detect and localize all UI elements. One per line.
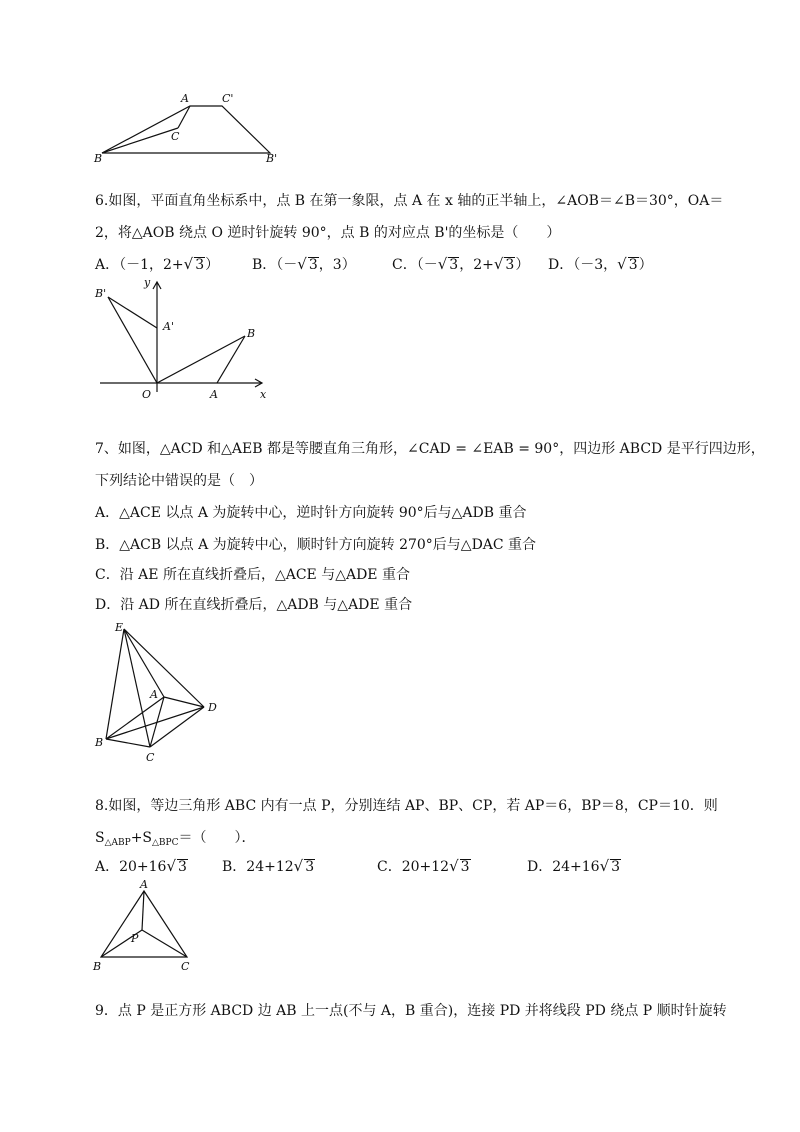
fig5-label-B1: B' — [266, 152, 278, 165]
fig6-line-o-b — [157, 336, 245, 383]
fig8-label-P: P — [131, 932, 139, 945]
q6-option-d-text: D．（－3， — [548, 257, 618, 273]
q6-line2: 2，将△AOB 绕点 O 逆时针旋转 90°，点 B 的对应点 B'的坐标是（ ） — [95, 225, 561, 241]
q8-option-d-text: D．24+16 — [527, 859, 600, 875]
q6-option-d-radicand: 3 — [628, 257, 638, 273]
fig7-line-e-a — [124, 629, 164, 697]
fig7-label-A: A — [150, 688, 158, 701]
q8-line2 — [95, 827, 256, 848]
q6-option-b-radicand: 3 — [308, 257, 318, 273]
q8-option-b-text: B．24+12 — [222, 859, 294, 875]
fig6-label-B: B — [247, 327, 256, 340]
figure-q5 — [0, 0, 800, 170]
q7-line2: 下列结论中错误的是（ ） — [95, 473, 263, 489]
fig7-line-a-d — [164, 697, 204, 707]
q6-option-c-radicand2: 3 — [505, 257, 515, 273]
fig8-label-A: A — [140, 878, 148, 891]
q8-sub2: △BPC — [152, 838, 179, 848]
fig7-label-E: E — [115, 621, 124, 634]
figure-q7 — [0, 615, 800, 770]
fig8-label-B: B — [93, 960, 102, 973]
q6-option-c-text: C．（－ — [392, 257, 438, 273]
q8-option-a-radicand: 3 — [178, 859, 187, 875]
q6-option-a-close: ） — [205, 257, 220, 273]
q6-option-b-text: B．（－ — [252, 257, 298, 273]
q8-option-b-radicand: 3 — [305, 859, 315, 875]
fig5-label-C1: C' — [222, 92, 234, 105]
q7-line1: 7、如图，△ACD 和△AEB 都是等腰直角三角形，∠CAD = ∠EAB = 90°，四边形 ABCD 是平行四边形， — [95, 441, 765, 457]
q8-line1: 8.如图，等边三角形 ABC 内有一点 P，分别连结 AP、BP、CP，若 AP＝6，BP＝8，CP＝10．则 — [95, 798, 718, 814]
fig7-line-c-d — [150, 707, 204, 747]
fig5-label-A: A — [181, 92, 189, 105]
q9-line1: 9．点 P 是正方形 ABCD 边 AB 上一点(不与 A，B 重合)，连接 PD 并将线段 PD 绕点 P 顺时针旋转 — [95, 1003, 727, 1019]
fig8-line-a-p — [142, 891, 144, 930]
q6-option-d-close: ） — [638, 257, 653, 273]
fig6-label-y: y — [144, 276, 151, 289]
fig8-label-C: C — [181, 960, 190, 973]
q8-option-c[interactable]: C．20+12√ 3 — [377, 857, 470, 875]
q8-option-b[interactable]: B．24+12√ 3 — [222, 857, 315, 875]
fig8-line-c-p — [142, 930, 187, 957]
fig6-label-B1: B' — [95, 287, 107, 300]
q7-option-c[interactable]: C．沿 AE 所在直线折叠后，△ACE 与△ADE 重合 — [95, 567, 410, 583]
q8-sub1: △ABP — [104, 838, 131, 848]
q8-end: ＝（ ）． — [178, 830, 256, 846]
fig7-line-b-c — [106, 739, 150, 747]
q7-option-a[interactable]: A．△ACE 以点 A 为旋转中心，逆时针方向旋转 90°后与△ADB 重合 — [95, 505, 527, 521]
q6-option-c[interactable]: C．（－√ 3，2+√ 3） — [392, 255, 530, 273]
q7-option-d[interactable]: D．沿 AD 所在直线折叠后，△ADB 与△ADE 重合 — [95, 597, 413, 613]
q6-line1: 6.如图，平面直角坐标系中，点 B 在第一象限，点 A 在 x 轴的正半轴上，∠AOB＝∠B＝30°，OA＝ — [95, 193, 724, 209]
figure-q8 — [0, 878, 800, 978]
fig6-line-b1-a1 — [108, 297, 157, 328]
fig7-line-e-b — [106, 629, 124, 739]
q8-option-c-text: C．20+12 — [377, 859, 450, 875]
q6-option-a-radicand: 3 — [195, 257, 205, 273]
fig6-label-A: A — [210, 388, 218, 401]
fig7-label-B: B — [95, 736, 104, 749]
q6-option-c-close: ） — [515, 257, 530, 273]
fig6-label-O: O — [142, 388, 152, 401]
q8-option-d[interactable]: D．24+16√ 3 — [527, 857, 621, 875]
fig7-line-a-c — [150, 697, 164, 747]
fig7-line-e-d — [124, 629, 204, 707]
q8-option-c-radicand: 3 — [460, 859, 470, 875]
fig7-label-C: C — [146, 751, 155, 764]
q6-option-c-radicand1: 3 — [449, 257, 459, 273]
q6-option-a[interactable]: A．（－1，2+√ 3） — [95, 255, 220, 273]
q8-s1: S — [95, 830, 105, 846]
fig6-label-A1: A' — [163, 320, 174, 333]
fig5-line-b-c — [102, 128, 178, 153]
fig7-line-b-d — [106, 707, 204, 739]
q8-option-a-text: A．20+16 — [95, 859, 167, 875]
fig7-label-D: D — [208, 701, 217, 714]
q6-option-c-mid: ，2+ — [459, 257, 494, 273]
q7-option-b[interactable]: B．△ACB 以点 A 为旋转中心，顺时针方向旋转 270°后与△DAC 重合 — [95, 537, 537, 553]
fig5-label-C: C — [171, 130, 180, 143]
q8-option-d-radicand: 3 — [611, 859, 621, 875]
fig6-label-x: x — [260, 388, 267, 401]
fig6-line-o-b1 — [108, 297, 157, 383]
fig7-line-b-a — [106, 697, 164, 739]
fig5-label-B: B — [94, 152, 103, 165]
q6-option-b[interactable]: B．（－√ 3，3） — [252, 255, 356, 273]
q8-option-a[interactable]: A．20+16√ 3 — [95, 857, 187, 875]
figure-q6 — [0, 270, 800, 410]
q8-plus: +S — [130, 830, 153, 846]
q6-option-b-close: ，3） — [318, 257, 356, 273]
q6-option-a-text: A．（－1，2+ — [95, 257, 184, 273]
q6-option-d[interactable]: D．（－3，√ 3） — [548, 255, 653, 273]
